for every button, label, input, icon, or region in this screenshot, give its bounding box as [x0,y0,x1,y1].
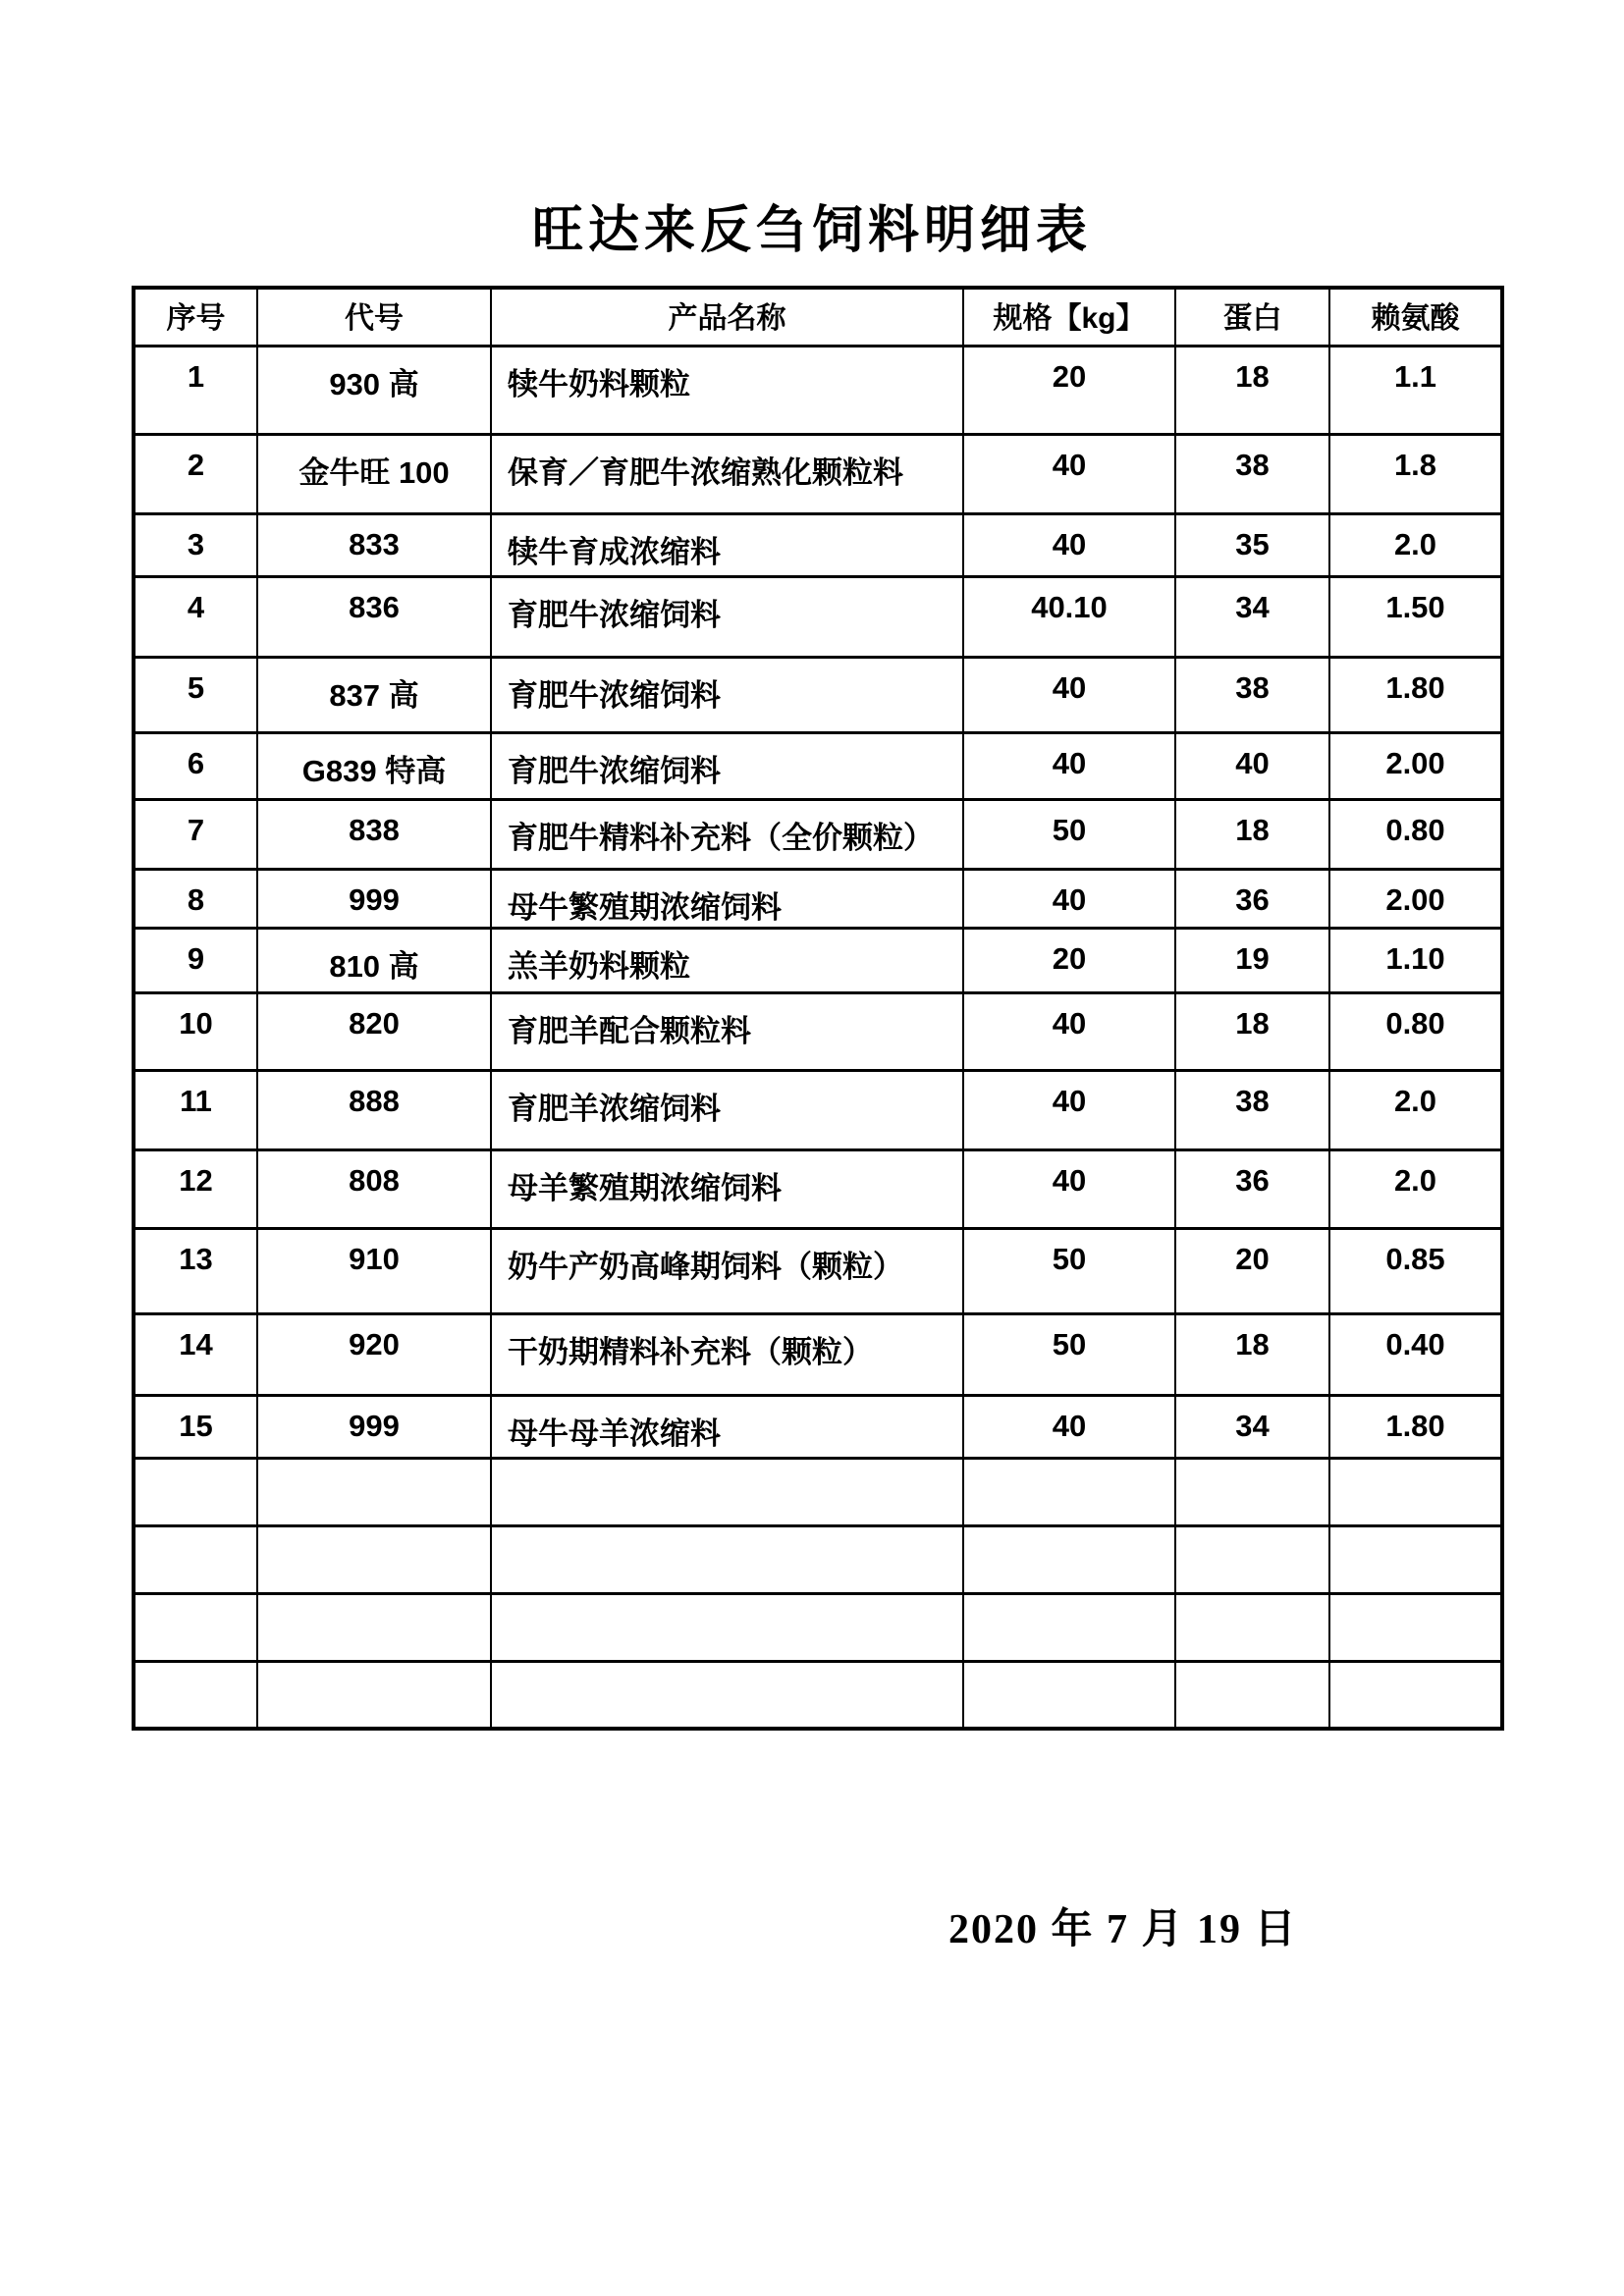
table-body [134,346,1502,1729]
table-cell: 40 [963,869,1175,928]
table-cell [134,1593,257,1661]
table-cell: 7 [134,799,257,869]
table-cell: 0.80 [1329,992,1502,1070]
table-cell: 837 高 [257,657,491,732]
column-header-code: 代号 [257,288,491,346]
table-cell: 34 [1175,1395,1329,1458]
table-cell: 3 [134,513,257,576]
table-cell: 38 [1175,1070,1329,1149]
table-row [134,928,1502,992]
table-cell: 5 [134,657,257,732]
empty-table-row [134,1458,1502,1525]
table-cell: 50 [963,1313,1175,1395]
table-cell: 38 [1175,657,1329,732]
table-cell: 20 [963,346,1175,434]
feed-table [132,286,1504,1731]
table-cell [1175,1593,1329,1661]
table-cell: 15 [134,1395,257,1458]
table-cell: 母牛繁殖期浓缩饲料 [491,869,963,928]
table-cell: 育肥羊浓缩饲料 [491,1070,963,1149]
column-header-spec: 规格【kg】 [963,288,1175,346]
table-cell: 2.0 [1329,1070,1502,1149]
table-row [134,434,1502,513]
table-cell: 999 [257,869,491,928]
table-cell: 1 [134,346,257,434]
table-row [134,346,1502,434]
table-cell: 40 [963,1149,1175,1228]
table-cell [1329,1525,1502,1593]
table-cell: 育肥牛浓缩饲料 [491,657,963,732]
table-cell: 犊牛育成浓缩料 [491,513,963,576]
table-cell: 6 [134,732,257,799]
table-cell: 1.50 [1329,576,1502,657]
table-row [134,992,1502,1070]
table-cell: 920 [257,1313,491,1395]
table-cell: 930 高 [257,346,491,434]
table-cell: 40 [1175,732,1329,799]
table-cell: 18 [1175,992,1329,1070]
table-cell [963,1661,1175,1729]
table-cell: 0.80 [1329,799,1502,869]
table-cell: 40 [963,657,1175,732]
table-cell: 金牛旺 100 [257,434,491,513]
table-cell: 910 [257,1228,491,1313]
table-cell: 1.8 [1329,434,1502,513]
column-header-protein: 蛋白 [1175,288,1329,346]
table-cell: 10 [134,992,257,1070]
table-cell: 8 [134,869,257,928]
table-cell: 50 [963,1228,1175,1313]
table-row [134,869,1502,928]
table-cell: 育肥牛浓缩饲料 [491,576,963,657]
table-cell: G839 特高 [257,732,491,799]
table-cell: 羔羊奶料颗粒 [491,928,963,992]
table-cell: 999 [257,1395,491,1458]
table-cell: 1.1 [1329,346,1502,434]
table-cell: 育肥牛精料补充料（全价颗粒） [491,799,963,869]
table-row [134,1395,1502,1458]
table-cell: 14 [134,1313,257,1395]
table-cell: 820 [257,992,491,1070]
table-cell: 810 高 [257,928,491,992]
table-cell: 38 [1175,434,1329,513]
table-cell: 18 [1175,1313,1329,1395]
table-cell: 奶牛产奶高峰期饲料（颗粒） [491,1228,963,1313]
table-cell: 888 [257,1070,491,1149]
table-cell: 36 [1175,1149,1329,1228]
table-cell: 0.40 [1329,1313,1502,1395]
table-cell [491,1593,963,1661]
table-cell: 2 [134,434,257,513]
table-cell: 18 [1175,799,1329,869]
table-row [134,1149,1502,1228]
table-cell: 保育／育肥牛浓缩熟化颗粒料 [491,434,963,513]
table-cell [963,1525,1175,1593]
table-cell: 2.00 [1329,869,1502,928]
table-cell [257,1593,491,1661]
table-cell [257,1661,491,1729]
table-cell [134,1525,257,1593]
table-cell: 40 [963,1395,1175,1458]
table-cell: 40.10 [963,576,1175,657]
table-cell [1175,1661,1329,1729]
table-cell [963,1593,1175,1661]
empty-table-row [134,1661,1502,1729]
table-cell: 1.80 [1329,657,1502,732]
table-cell: 0.85 [1329,1228,1502,1313]
table-cell: 20 [963,928,1175,992]
table-cell [134,1458,257,1525]
empty-table-row [134,1593,1502,1661]
empty-table-row [134,1525,1502,1593]
table-cell: 13 [134,1228,257,1313]
table-cell: 40 [963,732,1175,799]
table-header-row [134,288,1502,346]
table-cell [1329,1661,1502,1729]
table-cell: 40 [963,434,1175,513]
table-cell: 2.0 [1329,1149,1502,1228]
table-cell: 母牛母羊浓缩料 [491,1395,963,1458]
table-cell: 12 [134,1149,257,1228]
table-cell: 4 [134,576,257,657]
table-cell: 20 [1175,1228,1329,1313]
table-cell: 35 [1175,513,1329,576]
table-cell: 833 [257,513,491,576]
document-title: 旺达来反刍饲料明细表 [531,203,1092,259]
table-cell: 836 [257,576,491,657]
table-cell: 40 [963,1070,1175,1149]
table-cell: 育肥牛浓缩饲料 [491,732,963,799]
table-row [134,576,1502,657]
table-cell [1175,1458,1329,1525]
table-row [134,732,1502,799]
table-cell: 808 [257,1149,491,1228]
table-cell: 2.00 [1329,732,1502,799]
table-cell [491,1661,963,1729]
table-cell [257,1525,491,1593]
table-cell: 1.80 [1329,1395,1502,1458]
table-row [134,513,1502,576]
table-row [134,1313,1502,1395]
table-cell: 9 [134,928,257,992]
document-date: 2020 年 7 月 19 日 [948,1907,1298,1952]
table-cell: 36 [1175,869,1329,928]
table-cell: 19 [1175,928,1329,992]
table-cell: 11 [134,1070,257,1149]
column-header-index: 序号 [134,288,257,346]
table-cell: 40 [963,513,1175,576]
table-cell: 838 [257,799,491,869]
table-cell: 18 [1175,346,1329,434]
table-cell: 1.10 [1329,928,1502,992]
table-cell [1329,1593,1502,1661]
table-cell [1175,1525,1329,1593]
table-row [134,799,1502,869]
table-cell: 34 [1175,576,1329,657]
table-cell [134,1661,257,1729]
table-cell [257,1458,491,1525]
table-row [134,1070,1502,1149]
table-cell [1329,1458,1502,1525]
table-cell: 干奶期精料补充料（颗粒） [491,1313,963,1395]
table-cell [491,1458,963,1525]
table-cell [491,1525,963,1593]
table-cell: 犊牛奶料颗粒 [491,346,963,434]
table-cell: 育肥羊配合颗粒料 [491,992,963,1070]
table-cell: 母羊繁殖期浓缩饲料 [491,1149,963,1228]
table-cell: 50 [963,799,1175,869]
table-cell: 2.0 [1329,513,1502,576]
column-header-lysine: 赖氨酸 [1329,288,1502,346]
table-cell [963,1458,1175,1525]
column-header-product: 产品名称 [491,288,963,346]
table-row [134,1228,1502,1313]
table-cell: 40 [963,992,1175,1070]
table-row [134,657,1502,732]
